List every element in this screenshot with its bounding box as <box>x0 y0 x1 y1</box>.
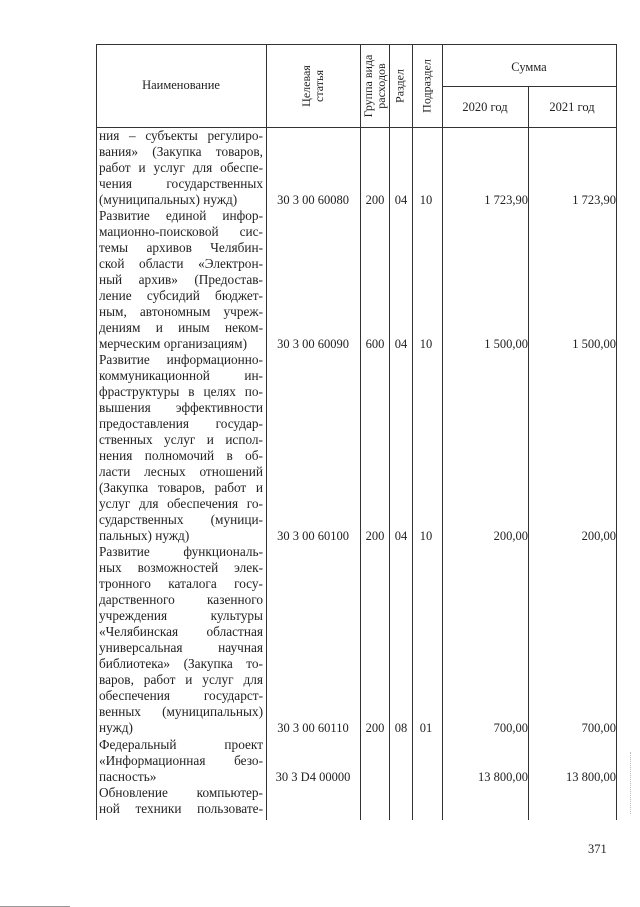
row-sum-2021: 1 500,00 <box>572 337 616 351</box>
scan-side-mark <box>630 752 631 814</box>
header-sum: Сумма <box>511 60 547 74</box>
row-sum-2020: 200,00 <box>493 529 528 543</box>
header-year-2021: 2021 год <box>549 100 595 114</box>
row-group: 600 <box>365 337 385 351</box>
row-sum-2021: 1 723,90 <box>572 193 616 207</box>
col-border-left <box>96 44 97 820</box>
col-border-subsection <box>442 44 443 820</box>
sum-header-divider <box>442 86 616 87</box>
row-subsection: 01 <box>419 721 433 735</box>
row-name: Развитие информационно- коммуникационной ин- фраструктуры в целях по- вышения эффективности предоставления государ- ственных услуг и испол- нения полномочий в об- ласти лесных отношений (Закупка товаров, работ и услуг для обеспечения го- сударственных (муници- пальных) нужд) <box>99 352 263 543</box>
header-name: Наименование <box>142 78 220 92</box>
row-name: Обновление компьютер- ной техники пользовате- <box>99 785 263 816</box>
row-sum-2021: 700,00 <box>581 721 616 735</box>
col-border-sum2020 <box>528 86 529 820</box>
row-code: 30 3 00 60110 <box>277 721 349 735</box>
row-name: Федеральный проект «Информационная безо- пасность» <box>99 737 263 784</box>
row-sum-2020: 1 500,00 <box>484 337 528 351</box>
header-group: Группа вида расходов <box>361 54 388 118</box>
col-border-section <box>412 44 413 820</box>
col-border-code <box>360 44 361 820</box>
row-section: 04 <box>394 337 408 351</box>
row-sum-2021: 13 800,00 <box>566 770 616 784</box>
row-sum-2020: 700,00 <box>493 721 528 735</box>
row-code: 30 3 D4 00000 <box>275 770 351 784</box>
col-border-right <box>616 44 617 820</box>
row-code: 30 3 00 60090 <box>277 337 349 351</box>
page-number: 371 <box>588 842 607 856</box>
row-section: 04 <box>394 529 408 543</box>
row-sum-2021: 200,00 <box>581 529 616 543</box>
row-group: 200 <box>365 529 385 543</box>
row-group: 200 <box>365 193 385 207</box>
row-sum-2020: 13 800,00 <box>478 770 528 784</box>
col-border-name <box>266 44 267 820</box>
row-sum-2020: 1 723,90 <box>484 193 528 207</box>
header-year-2020: 2020 год <box>462 100 508 114</box>
col-border-group <box>389 44 390 820</box>
row-subsection: 10 <box>419 529 433 543</box>
row-section: 04 <box>394 193 408 207</box>
row-name: Развитие функциональ- ных возможностей элек- тронного каталога госу- дарственного казенного учреждения культуры «Челябинская областная универсальная научная библиотека» (Закупка то- варов, работ и услуг для обеспечения государст- венных (муниципальных) нужд) <box>99 544 263 735</box>
row-subsection: 10 <box>419 337 433 351</box>
row-code: 30 3 00 60080 <box>277 193 349 207</box>
row-code: 30 3 00 60100 <box>277 529 349 543</box>
header-section: Раздел <box>392 69 407 103</box>
row-section: 08 <box>394 721 408 735</box>
row-group: 200 <box>365 721 385 735</box>
row-subsection: 10 <box>419 193 433 207</box>
row-name: ния – субъекты регулиро- вания» (Закупка товаров, работ и услуг для обеспе- чения государственных (муниципальных) нужд) <box>99 128 263 207</box>
table-top-border <box>96 44 616 45</box>
row-name: Развитие единой инфор- мационно-поисковой сис- темы архивов Челябин- ской области «Электрон- ный архив» (Предостав- ление субсидий бюджет- ным, автономным учреж- дениям и иным неком- мерческим организациям) <box>99 208 263 351</box>
header-code: Целевая статья <box>299 65 326 107</box>
header-subsection: Подраздел <box>419 59 434 113</box>
